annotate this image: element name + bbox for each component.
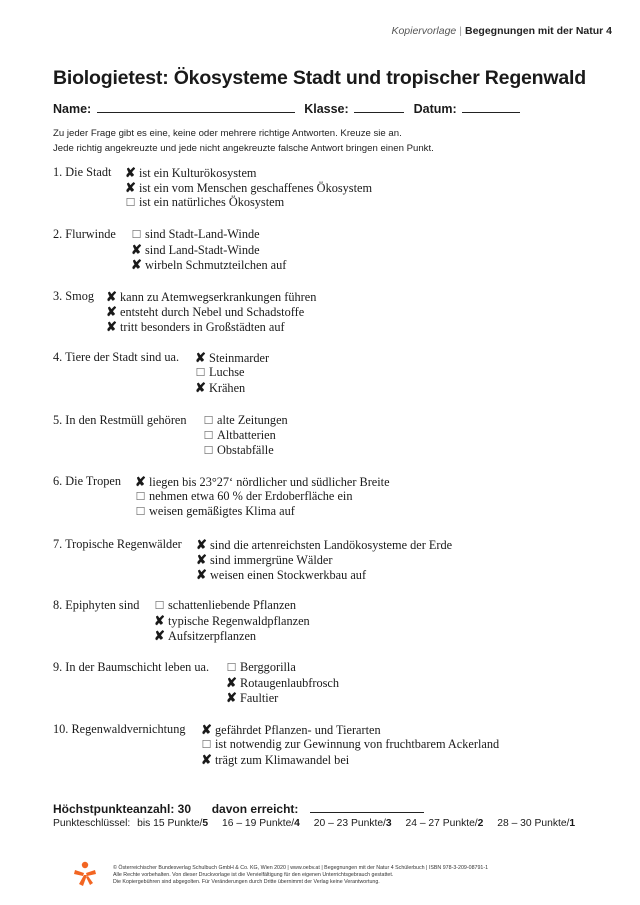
cross-mark-icon[interactable]: ✘ bbox=[196, 537, 207, 552]
cross-mark-icon[interactable]: ✘ bbox=[201, 752, 212, 768]
answer-label: ist ein vom Menschen geschaffenes Ökosystem bbox=[139, 181, 373, 196]
answer-label: sind Land-Stadt-Winde bbox=[145, 243, 260, 258]
cross-mark-icon[interactable]: ✘ bbox=[106, 289, 117, 304]
answer-options bbox=[226, 660, 339, 706]
answer-option[interactable] bbox=[131, 257, 286, 272]
answer-label: entsteht durch Nebel und Schadstoffe bbox=[120, 305, 305, 320]
grading-key-label: Punkteschlüssel: bbox=[53, 818, 131, 829]
question-text: 8. Epiphyten sind bbox=[53, 598, 140, 612]
answer-label: Obstabfälle bbox=[217, 443, 274, 458]
answer-label: ist ein Kulturökosystem bbox=[139, 166, 257, 180]
question-text: 6. Die Tropen bbox=[53, 474, 121, 488]
answer-option[interactable] bbox=[196, 552, 452, 567]
answer-label: alte Zeitungen bbox=[217, 413, 288, 427]
answer-label: gefährdet Pflanzen- und Tierarten bbox=[215, 723, 381, 737]
name-label: Name: bbox=[53, 102, 92, 116]
datum-label: Datum: bbox=[413, 102, 457, 116]
achieved-field[interactable] bbox=[310, 800, 424, 813]
answer-label: Rotaugenlaubfrosch bbox=[240, 676, 340, 691]
grading-key-entry: 28 – 30 Punkte/1 bbox=[497, 818, 576, 829]
grading-key-entry: 16 – 19 Punkte/4 bbox=[222, 818, 300, 829]
answer-option[interactable] bbox=[135, 474, 390, 489]
cross-mark-icon[interactable]: ✘ bbox=[154, 613, 165, 629]
klasse-field[interactable] bbox=[354, 100, 404, 113]
copyright-line: Alle Rechte vorbehalten. Von dieser Druckvorlage ist die Vervielfältigung für den eigenen Unterrichtsgebrauch gestattet. bbox=[113, 872, 394, 878]
answer-option[interactable] bbox=[196, 537, 452, 552]
empty-box-icon[interactable]: ☐ bbox=[226, 662, 237, 674]
empty-box-icon[interactable]: ☐ bbox=[154, 600, 165, 612]
empty-box-icon[interactable]: ☐ bbox=[125, 197, 136, 210]
answer-label: Altbatterien bbox=[217, 428, 276, 443]
answer-label: liegen bis 23°27‘ nördlicher und südlicher Breite bbox=[149, 475, 390, 489]
empty-box-icon[interactable]: ☐ bbox=[195, 367, 206, 380]
empty-box-icon[interactable]: ☐ bbox=[201, 739, 212, 752]
answer-option[interactable] bbox=[195, 350, 269, 365]
answer-option[interactable] bbox=[201, 752, 499, 767]
empty-box-icon[interactable]: ☐ bbox=[135, 506, 146, 519]
answer-options bbox=[106, 289, 316, 335]
cross-mark-icon[interactable]: ✘ bbox=[125, 165, 136, 180]
question-text: 4. Tiere der Stadt sind ua. bbox=[53, 350, 180, 364]
answer-label: ist ein natürliches Ökosystem bbox=[139, 195, 285, 210]
answer-option[interactable] bbox=[203, 413, 288, 428]
answer-label: weisen einen Stockwerkbau auf bbox=[210, 568, 367, 583]
answer-option[interactable] bbox=[226, 660, 339, 675]
empty-box-icon[interactable]: ☐ bbox=[131, 229, 142, 241]
answer-option[interactable] bbox=[125, 165, 372, 180]
cross-mark-icon[interactable]: ✘ bbox=[131, 242, 142, 258]
student-fields bbox=[53, 100, 526, 116]
empty-box-icon[interactable]: ☐ bbox=[135, 491, 146, 504]
answer-label: Faultier bbox=[240, 691, 279, 706]
answer-label: schattenliebende Pflanzen bbox=[168, 598, 297, 612]
answer-options bbox=[125, 165, 372, 211]
grading-key-entry: 20 – 23 Punkte/3 bbox=[313, 818, 392, 829]
answer-label: nehmen etwa 60 % der Erdoberfläche ein bbox=[149, 489, 353, 504]
answer-label: sind Stadt-Land-Winde bbox=[145, 227, 260, 241]
instructions bbox=[53, 126, 434, 156]
cross-mark-icon[interactable]: ✘ bbox=[196, 567, 207, 583]
answer-label: typische Regenwaldpflanzen bbox=[168, 614, 310, 629]
answer-label: Luchse bbox=[209, 365, 245, 380]
answer-options bbox=[154, 598, 310, 644]
cross-mark-icon[interactable]: ✘ bbox=[226, 675, 237, 691]
copyright-line: Die Kopiergebühren sind abgegolten. Für Veränderungen durch Dritte übernimmt der Verlag keine Verantwortung. bbox=[113, 879, 380, 885]
instruction-line: Zu jeder Frage gibt es eine, keine oder mehrere richtige Antworten. Kreuze sie an. bbox=[53, 128, 402, 139]
answer-option[interactable] bbox=[125, 180, 372, 195]
answer-label: sind die artenreichsten Landökosysteme der Erde bbox=[210, 538, 453, 552]
answer-label: sind immergrüne Wälder bbox=[210, 553, 333, 568]
answer-label: ist notwendig zur Gewinnung von fruchtbarem Ackerland bbox=[215, 737, 500, 752]
empty-box-icon[interactable]: ☐ bbox=[203, 445, 214, 458]
answer-option[interactable] bbox=[195, 380, 269, 395]
cross-mark-icon[interactable]: ✘ bbox=[201, 722, 212, 737]
question-text: 10. Regenwaldvernichtung bbox=[53, 722, 186, 736]
copyright-line: © Österreichischer Bundesverlag Schulbuch GmbH & Co. KG, Wien 2020 | www.oebv.at | Begegnungen mit der Natur 4 Schülerbuch | ISBN 978-3-209-08791-1 bbox=[113, 865, 489, 871]
max-points-label: Höchstpunkteanzahl: 30 bbox=[53, 802, 192, 816]
cross-mark-icon[interactable]: ✘ bbox=[106, 319, 117, 335]
header-separator: | bbox=[459, 25, 462, 37]
answer-option[interactable] bbox=[106, 319, 316, 334]
klasse-label: Klasse: bbox=[304, 102, 349, 116]
answer-option[interactable] bbox=[196, 567, 452, 582]
answer-option[interactable] bbox=[106, 289, 316, 304]
question-text: 3. Smog bbox=[53, 289, 94, 303]
empty-box-icon[interactable]: ☐ bbox=[203, 415, 214, 427]
grading-key-entry: bis 15 Punkte/5 bbox=[137, 818, 209, 829]
answer-options bbox=[131, 227, 286, 273]
answer-option[interactable] bbox=[203, 428, 288, 443]
answer-option[interactable] bbox=[201, 737, 499, 752]
page-header bbox=[391, 25, 612, 37]
answer-label: tritt besonders in Großstädten auf bbox=[120, 320, 285, 335]
answer-option[interactable] bbox=[135, 489, 390, 504]
answer-option[interactable] bbox=[131, 227, 286, 242]
publisher-logo-icon bbox=[72, 861, 98, 887]
empty-box-icon[interactable]: ☐ bbox=[203, 430, 214, 443]
question-text: 1. Die Stadt bbox=[53, 165, 112, 179]
answer-label: Berggorilla bbox=[240, 660, 296, 674]
answer-option[interactable] bbox=[131, 242, 286, 257]
answer-option[interactable] bbox=[203, 443, 288, 458]
answer-label: weisen gemäßigtes Klima auf bbox=[149, 504, 295, 519]
answer-label: Steinmarder bbox=[209, 351, 270, 365]
header-series: Begegnungen mit der Natur 4 bbox=[464, 25, 612, 37]
cross-mark-icon[interactable]: ✘ bbox=[154, 628, 165, 644]
answer-option[interactable] bbox=[195, 365, 269, 380]
name-field[interactable] bbox=[97, 100, 295, 113]
question-text: 2. Flurwinde bbox=[53, 227, 116, 241]
answer-options bbox=[203, 413, 288, 459]
score-line bbox=[53, 800, 424, 816]
page-title: Biologietest: Ökosysteme Stadt und tropischer Regenwald bbox=[53, 67, 586, 89]
cross-mark-icon[interactable]: ✘ bbox=[195, 350, 206, 365]
cross-mark-icon[interactable]: ✘ bbox=[135, 474, 146, 489]
answer-option[interactable] bbox=[201, 722, 499, 737]
answer-options bbox=[135, 474, 390, 520]
answer-options bbox=[201, 722, 499, 768]
answer-option[interactable] bbox=[226, 675, 339, 690]
answer-label: Aufsitzerpflanzen bbox=[168, 629, 257, 644]
instruction-line: Jede richtig angekreuzte und jede nicht angekreuzte falsche Antwort bringen einen Punkt. bbox=[53, 143, 434, 154]
answer-options bbox=[195, 350, 269, 396]
cross-mark-icon[interactable]: ✘ bbox=[195, 380, 206, 396]
answer-option[interactable] bbox=[125, 195, 372, 210]
answer-options bbox=[196, 537, 452, 583]
answer-label: kann zu Atemwegserkrankungen führen bbox=[120, 290, 317, 304]
answer-option[interactable] bbox=[135, 504, 390, 519]
answer-option[interactable] bbox=[154, 598, 310, 613]
cross-mark-icon[interactable]: ✘ bbox=[226, 690, 237, 706]
grading-key bbox=[53, 818, 586, 829]
question-text: 5. In den Restmüll gehören bbox=[53, 413, 187, 427]
cross-mark-icon[interactable]: ✘ bbox=[125, 180, 136, 196]
answer-label: Krähen bbox=[209, 381, 246, 396]
datum-field[interactable] bbox=[462, 100, 520, 113]
question-text: 9. In der Baumschicht leben ua. bbox=[53, 660, 210, 674]
question-text: 7. Tropische Regenwälder bbox=[53, 537, 182, 551]
achieved-label: davon erreicht: bbox=[211, 802, 299, 816]
grading-key-entry: 24 – 27 Punkte/2 bbox=[405, 818, 484, 829]
answer-option[interactable] bbox=[154, 628, 310, 643]
answer-option[interactable] bbox=[106, 304, 316, 319]
answer-option[interactable] bbox=[154, 613, 310, 628]
cross-mark-icon[interactable]: ✘ bbox=[196, 552, 207, 568]
header-kopiervorlage: Kopiervorlage bbox=[391, 25, 457, 37]
answer-label: trägt zum Klimawandel bei bbox=[215, 753, 350, 768]
cross-mark-icon[interactable]: ✘ bbox=[106, 304, 117, 320]
cross-mark-icon[interactable]: ✘ bbox=[131, 257, 142, 273]
answer-option[interactable] bbox=[226, 690, 339, 705]
answer-label: wirbeln Schmutzteilchen auf bbox=[145, 258, 287, 273]
copyright-notice bbox=[113, 865, 488, 886]
